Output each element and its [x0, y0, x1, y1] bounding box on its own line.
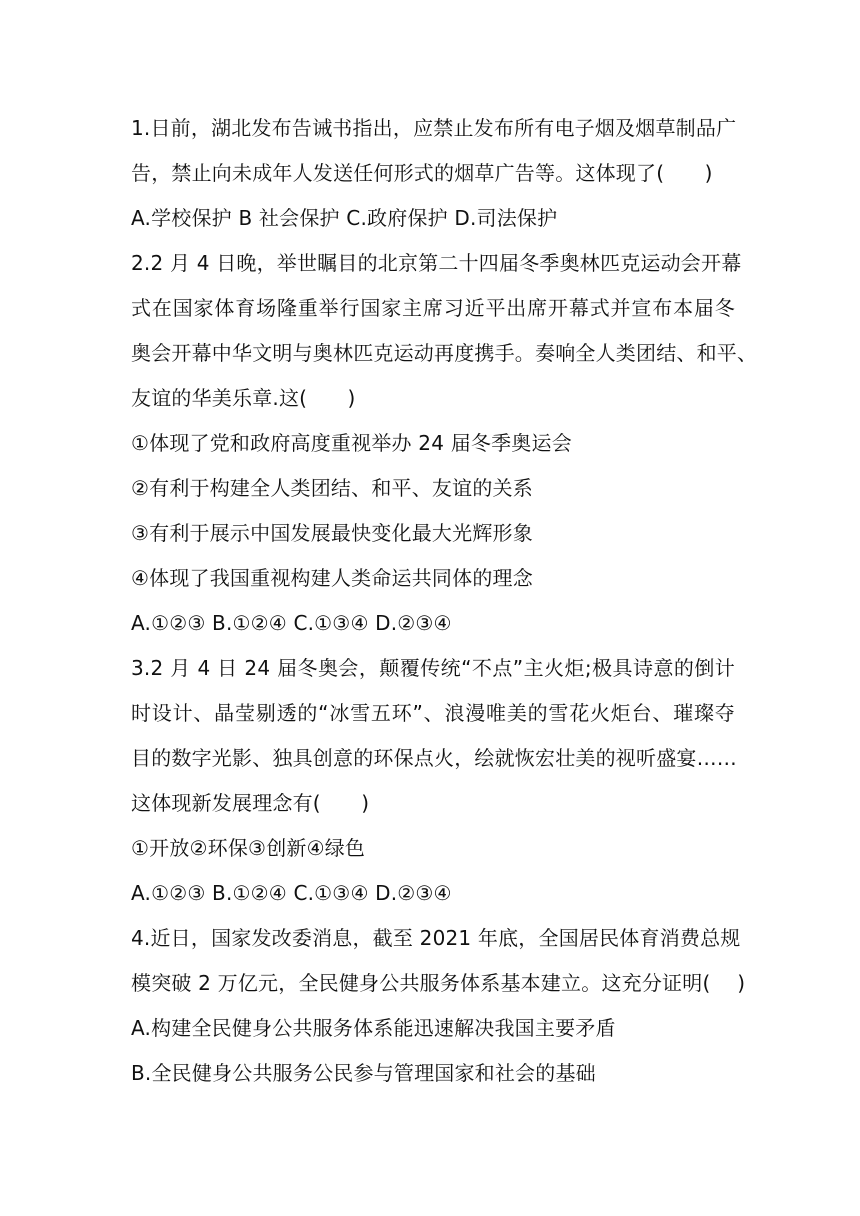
question-2-item-3: ③有利于展示中国发展最快变化最大光辉形象 — [131, 521, 533, 545]
question-4-option-a: A.构建全民健身公共服务体系能迅速解决我国主要矛盾 — [131, 1016, 616, 1040]
question-2-line-3: 奥会开幕中华文明与奥林匹克运动再度携手。奏响全人类团结、和平、 — [131, 341, 758, 365]
question-2-item-2: ②有利于构建全人类团结、和平、友谊的关系 — [131, 476, 533, 500]
question-2-line-1: 2.2 月 4 日晚，举世瞩目的北京第二十四届冬季奥林匹克运动会开幕 — [131, 251, 742, 275]
question-2-line-4: 友谊的华美乐章.这( ) — [131, 386, 356, 410]
question-3-line-2: 时设计、晶莹剔透的“冰雪五环”、浪漫唯美的雪花火炬台、璀璨夺 — [131, 701, 735, 725]
question-4-line-2: 模突破 2 万亿元，全民健身公共服务体系基本建立。这充分证明( ) — [131, 971, 746, 995]
question-2-options: A.①②③ B.①②④ C.①③④ D.②③④ — [131, 611, 452, 635]
question-2-line-2: 式在国家体育场隆重举行国家主席习近平出席开幕式并宣布本届冬 — [131, 296, 735, 320]
question-2-item-4: ④体现了我国重视构建人类命运共同体的理念 — [131, 566, 533, 590]
question-1-line-1: 1.日前，湖北发布告诫书指出，应禁止发布所有电子烟及烟草制品广 — [131, 116, 737, 140]
question-3-line-4: 这体现新发展理念有( ) — [131, 791, 370, 815]
question-3-item-1: ①开放②环保③创新④绿色 — [131, 836, 366, 860]
question-2-item-1: ①体现了党和政府高度重视举办 24 届冬季奥运会 — [131, 431, 572, 455]
question-1-options: A.学校保护 B 社会保护 C.政府保护 D.司法保护 — [131, 206, 558, 230]
question-3-line-1: 3.2 月 4 日 24 届冬奥会，颠覆传统“不点”主火炬;极具诗意的倒计 — [131, 656, 735, 680]
question-3-options: A.①②③ B.①②④ C.①③④ D.②③④ — [131, 881, 452, 905]
question-4-option-b: B.全民健身公共服务公民参与管理国家和社会的基础 — [131, 1061, 596, 1085]
question-1-line-2: 告，禁止向未成年人发送任何形式的烟草广告等。这体现了( ) — [131, 161, 713, 185]
question-4-line-1: 4.近日，国家发改委消息，截至 2021 年底，全国居民体育消费总规 — [131, 926, 741, 950]
question-3-line-3: 目的数字光影、独具创意的环保点火，绘就恢宏壮美的视听盛宴…… — [131, 746, 737, 770]
